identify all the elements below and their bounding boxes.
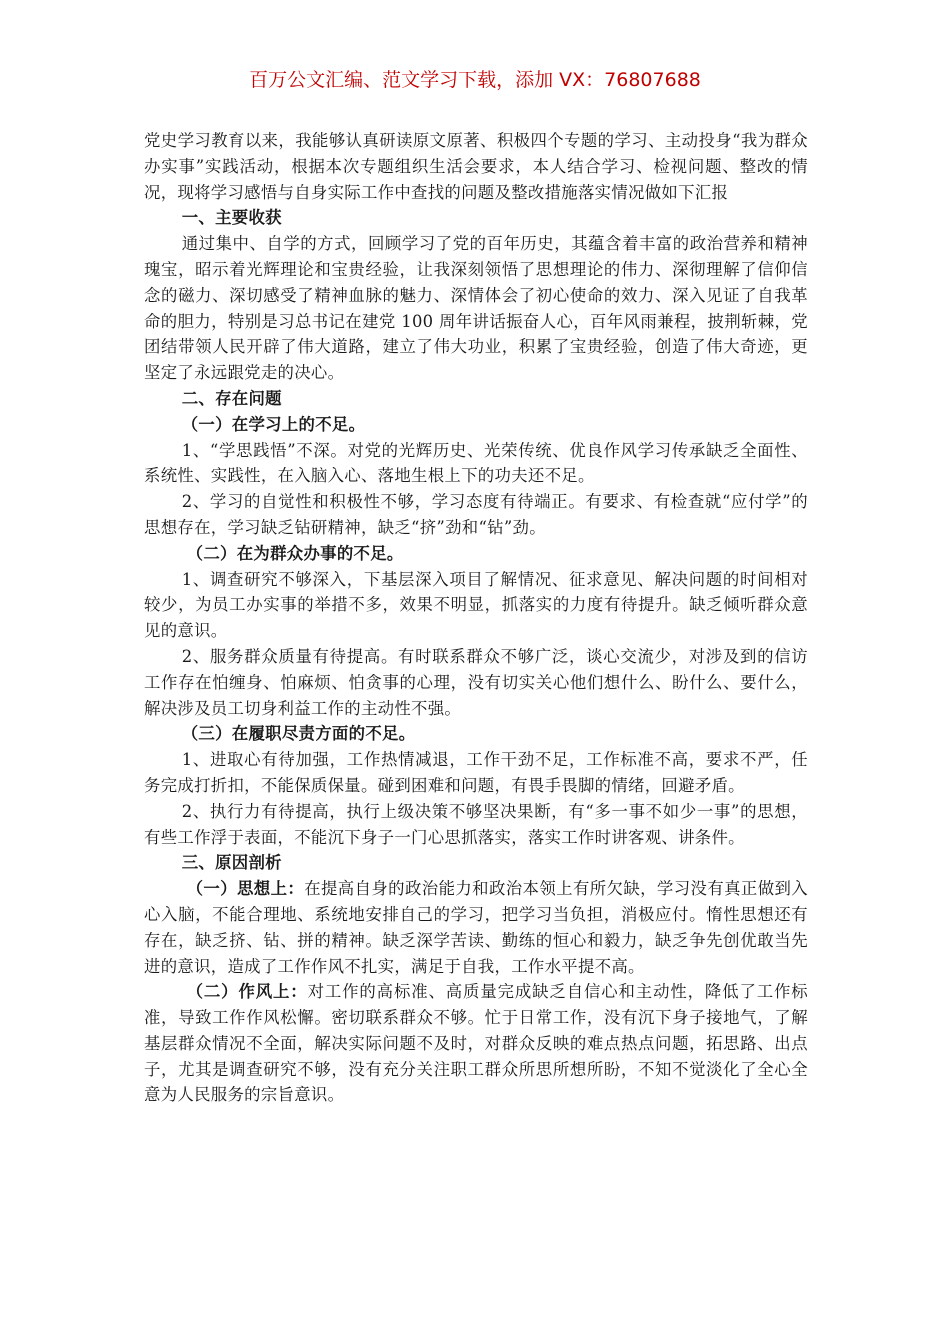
duty-point-1: 1、进取心有待加强，工作热情减退，工作干劲不足，工作标准不高，要求不严，任务完成打折扣，不能保质保量。碰到困难和问题，有畏手畏脚的情绪，回避矛盾。 bbox=[144, 750, 808, 795]
document-body bbox=[144, 128, 808, 1108]
study-point-2: 2、学习的自觉性和积极性不够，学习态度有待端正。有要求、有检查就“应付学”的思想存在，学习缺乏钻研精神，缺乏“挤”劲和“钻”劲。 bbox=[144, 492, 808, 537]
cause-style-lead: （二）作风上： bbox=[186, 982, 308, 1002]
cause-thinking-paragraph bbox=[144, 876, 808, 979]
section-heading-gains: 一、主要收获 bbox=[181, 208, 282, 228]
section-heading-problems: 二、存在问题 bbox=[181, 388, 282, 408]
service-point-2: 2、服务群众质量有待提高。有时联系群众不够广泛，谈心交流少，对涉及到的信访工作存在怕缠身、怕麻烦、怕贪事的心理，没有切实关心他们想什么、盼什么、要什么，解决涉及员工切身利益工作的主动性不强。 bbox=[144, 646, 808, 718]
duty-point-2: 2、执行力有待提高，执行上级决策不够坚决果断，有“多一事不如少一事”的思想，有些工作浮于表面，不能沉下身子一门心思抓落实，落实工作时讲客观、讲条件。 bbox=[144, 801, 808, 847]
watermark-banner: 百万公文汇编、范文学习下载，添加 VX：76807688 bbox=[249, 69, 701, 91]
service-point-1: 1、调查研究不够深入，下基层深入项目了解情况、征求意见、解决问题的时间相对较少，为员工办实事的举措不多，效果不明显，抓落实的力度有待提升。缺乏倾听群众意见的意识。 bbox=[144, 569, 808, 641]
subheading-service: （二）在为群众办事的不足。 bbox=[186, 543, 404, 563]
subheading-duty: （三）在履职尽责方面的不足。 bbox=[181, 724, 416, 744]
cause-thinking-body: 在提高自身的政治能力和政治本领上有所欠缺，学习没有真正做到入心入脑，不能合理地、系统地安排自己的学习，把学习当负担，消极应付。惰性思想还有存在，缺乏挤、钻、拼的精神。缺乏深学苦读、勤练的恒心和毅力，缺乏争先创优敢当先进的意识，造成了工作作风不扎实，满足于自我，工作水平提不高。 bbox=[144, 879, 808, 976]
study-point-1: 1、“学思践悟”不深。对党的光辉历史、光荣传统、优良作风学习传承缺乏全面性、系统性、实践性，在入脑入心、落地生根上下的功夫还不足。 bbox=[144, 440, 808, 486]
gains-paragraph: 通过集中、自学的方式，回顾学习了党的百年历史，其蕴含着丰富的政治营养和精神瑰宝，昭示着光辉理论和宝贵经验，让我深刻领悟了思想理论的伟力、深彻理解了信仰信念的磁力、深切感受了精神血脉的魅力、深情体会了初心使命的效力、深入见证了自我革命的胆力，特别是习总书记在建党 100 周年讲话振奋人心，百年风雨兼程，披荆斩棘，党团结带领人民开辟了伟大道路，建立了伟大功业，积累了宝贵经验，创造了伟大奇迹，更坚定了永远跟党走的决心。 bbox=[144, 234, 808, 383]
subheading-study: （一）在学习上的不足。 bbox=[181, 414, 366, 434]
intro-paragraph: 党史学习教育以来，我能够认真研读原文原著、积极四个专题的学习、主动投身“我为群众办实事”实践活动，根据本次专题组织生活会要求，本人结合学习、检视问题、整改的情况，现将学习感悟与自身实际工作中查找的问题及整改措施落实情况做如下汇报 bbox=[144, 131, 808, 202]
section-heading-causes: 三、原因剖析 bbox=[181, 853, 282, 873]
cause-thinking-lead: （一）思想上： bbox=[186, 879, 305, 899]
cause-style-body: 对工作的高标准、高质量完成缺乏自信心和主动性，降低了工作标准，导致工作作风松懈。密切联系群众不够。忙于日常工作，没有沉下身子接地气，了解基层群众情况不全面，解决实际问题不及时，对群众反映的难点热点问题，拓思路、出点子，尤其是调查研究不够，没有充分关注职工群众所思所想所盼，不知不觉淡化了全心全意为人民服务的宗旨意识。 bbox=[144, 982, 808, 1105]
cause-style-paragraph bbox=[144, 979, 808, 1108]
